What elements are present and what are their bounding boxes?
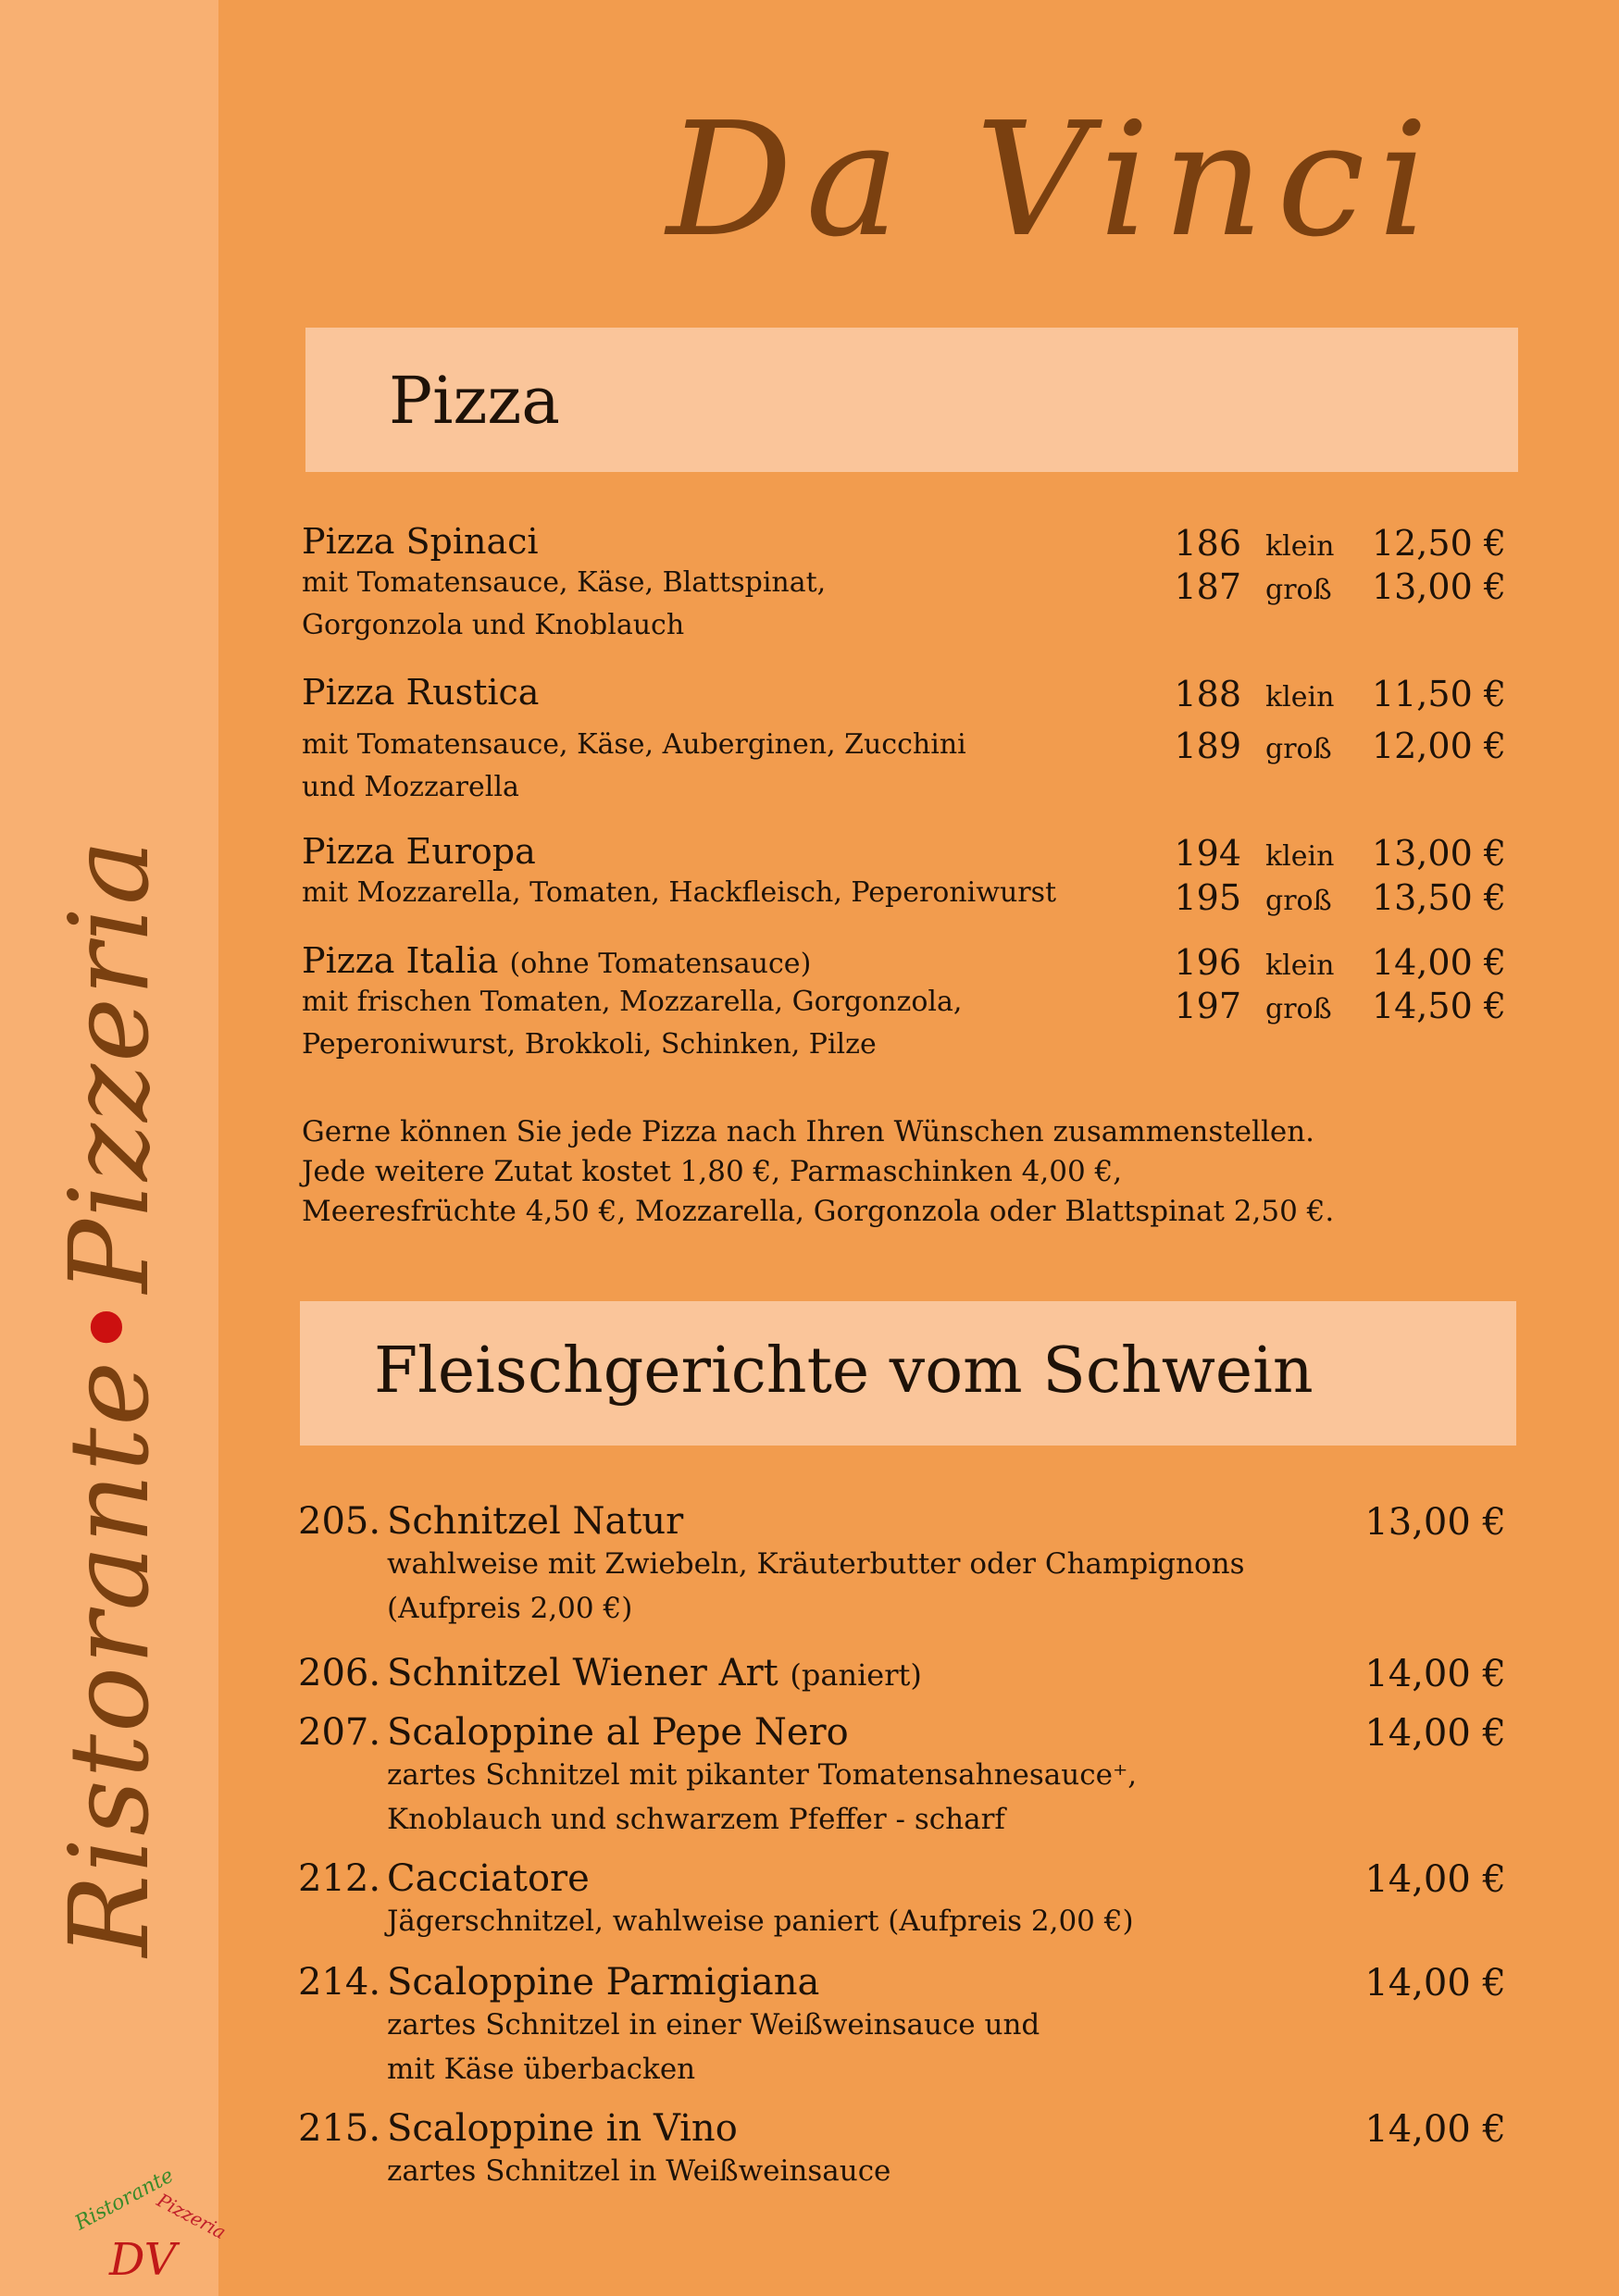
logo-text-dv: DV: [109, 2234, 177, 2286]
price-row: [1167, 674, 1506, 714]
meat-item: [298, 2108, 1501, 2193]
price: 14,00 €: [1371, 942, 1506, 983]
price-row: [1167, 877, 1506, 918]
pizza-desc: mit Tomatensauce, Käse, Blattspinat,: [302, 565, 827, 599]
dish-name: Scaloppine Parmigiana: [387, 1961, 820, 2004]
pizza-name: Pizza Europa: [302, 831, 536, 872]
dish-desc: mit Käse überbacken: [387, 2053, 696, 2087]
notice-line: Gerne können Sie jede Pizza nach Ihren Wünschen zusammenstellen.: [302, 1115, 1315, 1148]
logo-text-ristorante: Ristorante: [71, 2164, 178, 2236]
item-number: 194: [1174, 833, 1241, 874]
dish-desc: zartes Schnitzel in einer Weißweinsauce und: [387, 2008, 1040, 2042]
pizza-note: (ohne Tomatensauce): [509, 948, 812, 980]
dish-price: 14,00 €: [1364, 2108, 1506, 2151]
price: 13,00 €: [1371, 833, 1506, 874]
dish-price: 14,00 €: [1364, 1653, 1506, 1695]
dish-name: Schnitzel Wiener Art: [387, 1652, 778, 1694]
dish-desc: wahlweise mit Zwiebeln, Kräuterbutter oder Champignons: [387, 1547, 1245, 1581]
size-label: klein: [1265, 949, 1335, 982]
pizza-name: Pizza Rustica: [302, 672, 540, 713]
dish-number: 206.: [298, 1652, 381, 1694]
dish-price: 13,00 €: [1364, 1501, 1506, 1544]
item-number: 196: [1174, 942, 1241, 983]
pizza-heading: Pizza: [389, 363, 560, 439]
size-label: groß: [1265, 993, 1332, 1025]
item-number: 189: [1174, 726, 1241, 766]
item-number: 197: [1174, 986, 1241, 1026]
dish-number: 205.: [298, 1500, 381, 1543]
dish-desc: zartes Schnitzel in Weißweinsauce: [387, 2154, 891, 2188]
price-row: [1167, 726, 1506, 766]
dish-name: Schnitzel Natur: [387, 1500, 684, 1543]
meat-item: [298, 1712, 1501, 1842]
item-number: 187: [1174, 566, 1241, 607]
notice-line: Jede weitere Zutat kostet 1,80 €, Parmaschinken 4,00 €,: [302, 1154, 1123, 1188]
size-label: groß: [1265, 574, 1332, 606]
meat-item: [298, 1962, 1501, 2091]
price-row: [1167, 942, 1506, 983]
meat-item: [298, 1653, 1501, 1694]
pizza-desc: mit frischen Tomaten, Mozzarella, Gorgonzola,: [302, 985, 963, 1018]
price: 13,00 €: [1371, 566, 1506, 607]
price: 12,50 €: [1371, 523, 1506, 564]
pizza-desc: Gorgonzola und Knoblauch: [302, 609, 685, 642]
price: 13,50 €: [1371, 877, 1506, 918]
price: 14,50 €: [1371, 986, 1506, 1026]
dish-desc: Jägerschnitzel, wahlweise paniert (Aufpreis 2,00 €): [387, 1905, 1134, 1938]
dish-desc: (Aufpreis 2,00 €): [387, 1592, 633, 1626]
pizza-desc: und Mozzarella: [302, 771, 519, 804]
meat-item: [298, 1858, 1501, 1943]
dish-name: Cacciatore: [387, 1857, 590, 1900]
title-dot: •: [45, 1293, 173, 1359]
brand-title: Da Vinci: [666, 89, 1441, 272]
dish-desc: Knoblauch und schwarzem Pfeffer - scharf: [387, 1803, 1005, 1837]
dish-name: Scaloppine al Pepe Nero: [387, 1711, 849, 1754]
dish-price: 14,00 €: [1364, 1962, 1506, 2004]
price-row: [1167, 986, 1506, 1026]
sidebar: [0, 0, 230, 2296]
dish-note: (paniert): [790, 1657, 922, 1693]
meat-heading: Fleischgerichte vom Schwein: [374, 1334, 1314, 1408]
dish-number: 207.: [298, 1711, 381, 1754]
price-row: [1167, 566, 1506, 607]
price-row: [1167, 833, 1506, 874]
dish-number: 214.: [298, 1961, 381, 2004]
size-label: groß: [1265, 733, 1332, 765]
dish-price: 14,00 €: [1364, 1712, 1506, 1755]
item-number: 186: [1174, 523, 1241, 564]
logo-text-pizzeria: Pizzeria: [153, 2189, 230, 2244]
item-number: 188: [1174, 674, 1241, 714]
meat-item: [298, 1501, 1501, 1631]
title-pizzeria: Pizzeria: [45, 838, 173, 1294]
item-number: 195: [1174, 877, 1241, 918]
price-row: [1167, 523, 1506, 564]
title-ristorante: Ristorante: [45, 1359, 173, 1957]
size-label: klein: [1265, 530, 1335, 563]
size-label: klein: [1265, 681, 1335, 714]
dish-number: 215.: [298, 2107, 381, 2150]
price: 12,00 €: [1371, 726, 1506, 766]
dish-name: Scaloppine in Vino: [387, 2107, 738, 2150]
size-label: klein: [1265, 840, 1335, 873]
size-label: groß: [1265, 885, 1332, 917]
price: 11,50 €: [1371, 674, 1506, 714]
notice-line: Meeresfrüchte 4,50 €, Mozzarella, Gorgonzola oder Blattspinat 2,50 €.: [302, 1194, 1335, 1228]
logo-icon: [52, 2164, 230, 2286]
extras-notice: [302, 1112, 1334, 1231]
dish-price: 14,00 €: [1364, 1858, 1506, 1901]
pizza-name: Pizza Spinaci: [302, 521, 539, 562]
pizza-name: Pizza Italia: [302, 940, 499, 981]
dish-desc: zartes Schnitzel mit pikanter Tomatensahnesauce⁺,: [387, 1758, 1138, 1792]
dish-number: 212.: [298, 1857, 381, 1900]
pizza-desc: mit Mozzarella, Tomaten, Hackfleisch, Peperoniwurst: [302, 875, 1057, 909]
pizza-desc: Peperoniwurst, Brokkoli, Schinken, Pilze: [302, 1028, 877, 1061]
pizza-desc: mit Tomatensauce, Käse, Auberginen, Zucchini: [302, 727, 966, 761]
vertical-restaurant-title: [45, 838, 173, 1956]
